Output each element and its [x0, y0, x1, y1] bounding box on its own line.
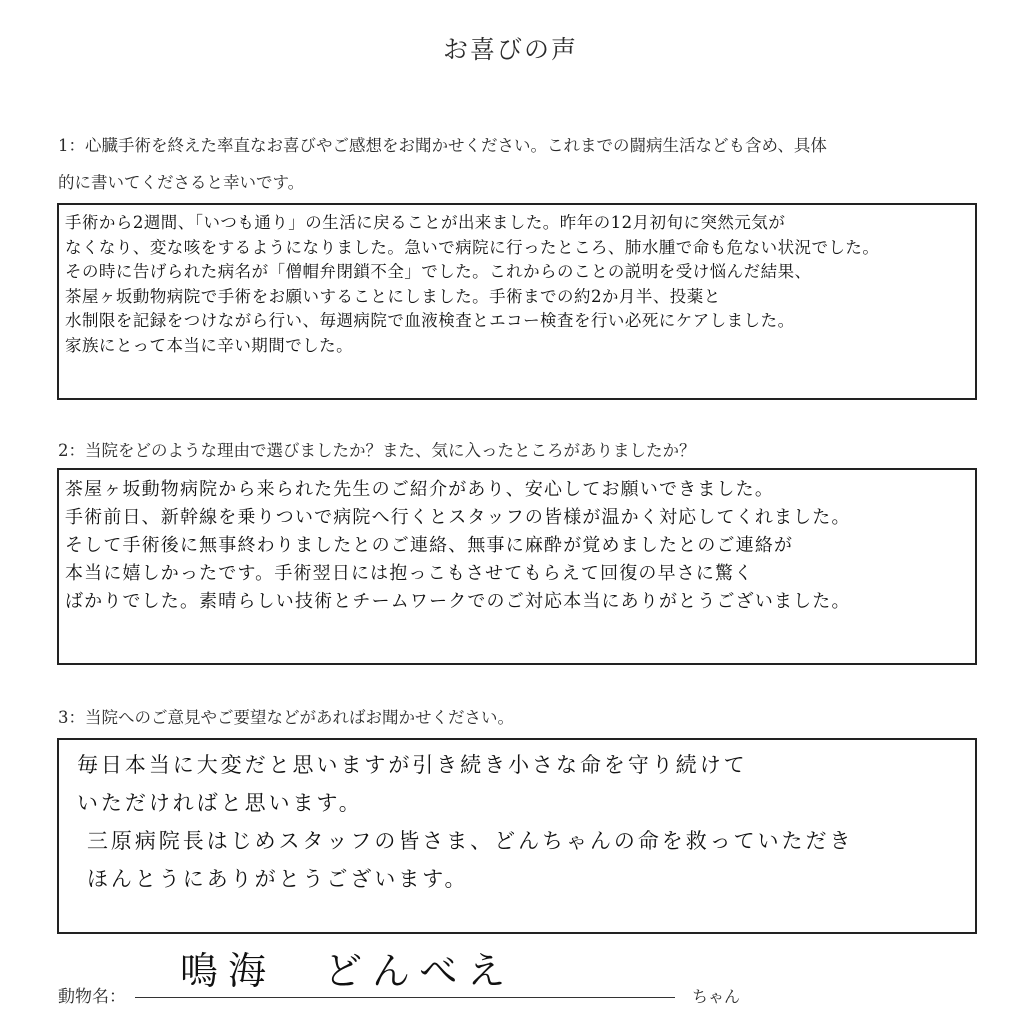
pet-name-value: 鳴海 どんべえ — [180, 949, 516, 993]
question-3 — [58, 709, 988, 727]
answer-box-1[interactable] — [57, 203, 977, 400]
answer-box-3[interactable] — [57, 738, 977, 934]
pet-name-suffix: ちゃん — [692, 987, 741, 1006]
answer-3-line: いただければと思います。 — [76, 791, 363, 815]
question-2 — [58, 442, 988, 460]
question-1 — [58, 137, 988, 192]
answer-2-line: 本当に嬉しかったです。手術翌日には抱っこもさせてもらえて回復の早さに驚く — [65, 563, 754, 584]
answer-2-line: そして手術後に無事終わりましたとのご連絡、無事に麻酔が覚めましたとのご連絡が — [65, 535, 794, 556]
pet-name-underline — [135, 997, 675, 998]
answer-1-line: 手術から2週間、「いつも通り」の生活に戻ることが出来ました。昨年の12月初旬に突然元気が — [65, 213, 786, 232]
answer-3-line: 三原病院長はじめスタッフの皆さま、どんちゃんの命を救っていただき — [86, 829, 854, 853]
question-1-text-line1: 1：心臓手術を終えた率直なお喜びやご感想をお聞かせください。これまでの闘病生活なども含め、具体 — [58, 136, 827, 155]
answer-3-line: ほんとうにありがとうございます。 — [86, 867, 469, 891]
answer-2-line: 茶屋ヶ坂動物病院から来られた先生のご紹介があり、安心してお願いできました。 — [65, 479, 774, 500]
answer-1-line: なくなり、変な咳をするようになりました。急いで病院に行ったところ、肺水腫で命も危ない状況でした。 — [65, 237, 880, 257]
answer-2-line: ばかりでした。素晴らしい技術とチームワークでのご対応本当にありがとうございました。 — [65, 591, 851, 612]
answer-2-line: 手術前日、新幹線を乗りついで病院へ行くとスタッフの皆様が温かく対応してくれました。 — [65, 507, 851, 528]
answer-1-line: その時に告げられた病名が「僧帽弁閉鎖不全」でした。これからのことの説明を受け悩んだ結果、 — [65, 262, 812, 281]
answer-box-2[interactable] — [57, 468, 977, 665]
question-2-text: 2：当院をどのような理由で選びましたか？また、気に入ったところがありましたか？ — [58, 441, 696, 460]
question-1-text-line2: 的に書いてくださると幸いです。 — [58, 173, 305, 193]
answer-1-line: 茶屋ヶ坂動物病院で手術をお願いすることにしました。手術までの約2か月半、投薬と — [65, 286, 721, 306]
pet-name-label: 動物名： — [58, 987, 126, 1007]
answer-1-line: 水制限を記録をつけながら行い、毎週病院で血液検査とエコー検査を行い必死にケアしました。 — [65, 311, 795, 330]
answer-1-line: 家族にとって本当に辛い期間でした。 — [65, 335, 354, 355]
page-title: お喜びの声 — [442, 35, 578, 64]
answer-3-line: 毎日本当に大変だと思いますが引き続き小さな命を守り続けて — [76, 753, 748, 777]
question-3-text: 3：当院へのご意見やご要望などがあればお聞かせください。 — [58, 708, 514, 727]
